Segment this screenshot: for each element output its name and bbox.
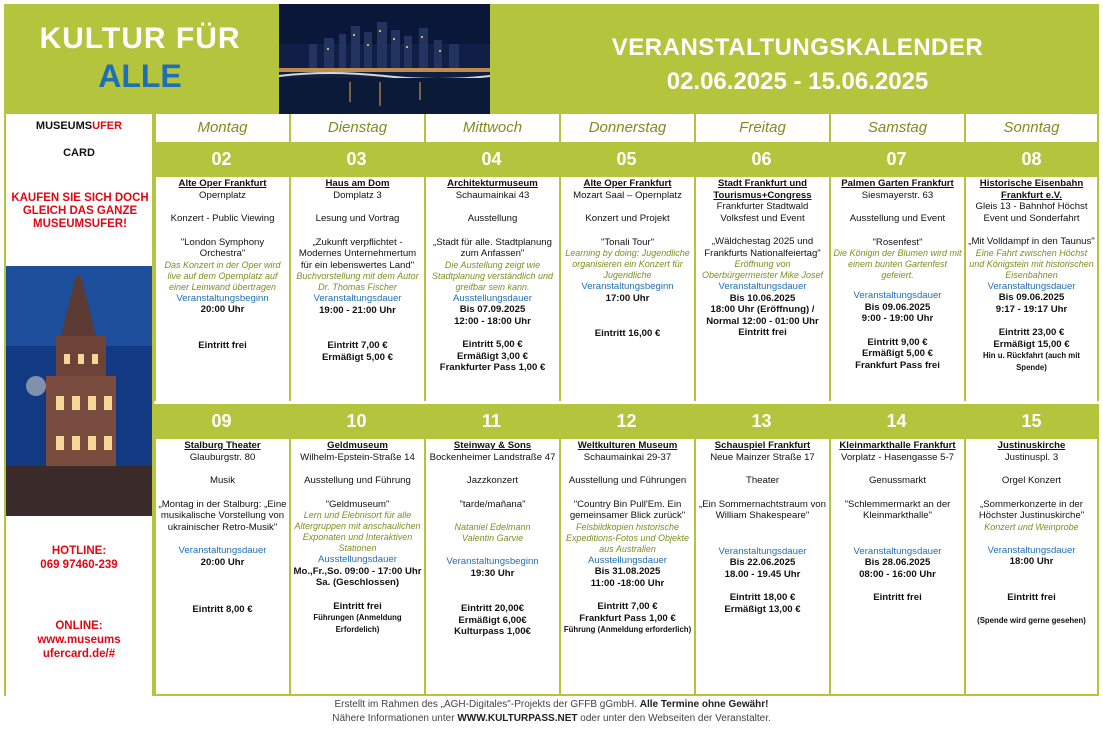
hotline-label: HOTLINE:: [51, 545, 107, 557]
event-cell: [154, 439, 289, 696]
event-price-reduced: Ermäßigt 5,00 €: [862, 348, 933, 359]
date-number: 03: [346, 149, 367, 169]
online-url-1[interactable]: www.museums: [37, 634, 121, 646]
event-time-label: Veranstaltungsdauer: [987, 544, 1076, 556]
event-time-label: Veranstaltungsdauer: [178, 545, 267, 556]
event-time-label: Veranstaltungsdauer: [853, 290, 942, 301]
event-time: Bis 22.06.2025: [729, 557, 796, 568]
card-title-line2: CARD: [63, 147, 95, 159]
event-price-reduced: Ermäßigt 3,00 €: [457, 350, 528, 362]
event-time: 19:00 - 21:00 Uhr: [319, 304, 396, 316]
event-cell: [289, 177, 424, 401]
event-venue: Palmen Garten Frankfurt: [841, 178, 954, 189]
header: [4, 4, 1099, 114]
event-price-pass: Frankfurter Pass 1,00 €: [439, 362, 546, 373]
event-address: Domplatz 3: [333, 189, 382, 201]
event-title: „Wäldchestag 2025 und Frankfurts Nationalfeiertag": [704, 236, 821, 259]
calendar-title-block: [496, 4, 1099, 114]
event-description: Eröffnung von Oberbürgermeister Mike Josef: [701, 259, 824, 280]
event-venue: Alte Oper Frankfurt: [178, 178, 267, 189]
event-venue: Kleinmarkthalle Frankfurt: [839, 440, 956, 451]
date-number: 08: [1021, 149, 1042, 169]
event-price: Eintritt 9,00 €: [867, 336, 928, 348]
event-description: Konzert und Weinprobe: [984, 521, 1079, 532]
event-time: Mo.,Fr.,So. 09:00 - 17:00 Uhr: [293, 565, 422, 577]
event-price: Eintritt 16,00 €: [594, 328, 661, 339]
event-type: Ausstellung: [467, 213, 518, 224]
event-address: Mozart Saal – Opernplatz: [573, 189, 682, 201]
date-number: 09: [211, 411, 232, 431]
event-title: "Geldmuseum": [325, 498, 390, 510]
event-time-label: Veranstaltungsdauer: [853, 545, 942, 557]
event-cell: [559, 439, 694, 696]
event-type: Jazzkonzert: [466, 475, 519, 486]
online-url-2[interactable]: ufercard.de/#: [42, 648, 116, 660]
event-type: Volksfest und Event: [720, 212, 805, 224]
event-type: Event und Sonderfahrt: [983, 212, 1080, 224]
day-friday: Freitag: [694, 114, 829, 142]
event-cell: [694, 439, 829, 696]
event-time-2: 9:00 - 19:00 Uhr: [861, 313, 934, 324]
sidebar: [4, 114, 154, 696]
date-number: 04: [481, 149, 502, 169]
event-price-reduced: Ermäßigt 5,00 €: [322, 351, 393, 363]
event-time: Bis 31.08.2025: [594, 566, 661, 577]
skyline-photo: [279, 4, 490, 114]
event-type: Ausstellung und Event: [849, 213, 946, 224]
event-time-label: Veranstaltungsdauer: [987, 280, 1076, 292]
event-venue: Architekturmuseum: [447, 178, 538, 189]
day-thursday: Donnerstag: [559, 114, 694, 142]
event-price: Eintritt 5,00 €: [462, 339, 523, 350]
event-time-label: Veranstaltungsbeginn: [446, 556, 539, 567]
event-time-2: 08:00 - 16:00 Uhr: [859, 568, 936, 580]
event-cell: [424, 177, 559, 401]
date-number: 12: [616, 411, 637, 431]
event-address: Schaumainkai 43: [455, 189, 530, 201]
event-price: Eintritt 8,00 €: [192, 604, 253, 615]
event-price: Eintritt 7,00 €: [327, 340, 388, 351]
brand-line1: KULTUR FÜR: [39, 22, 241, 55]
buy-text: KAUFEN SIE SICH DOCH GLEICH DAS GANZE MUSEUMSUFER!: [11, 192, 149, 230]
card-title-a: MUSEUMS: [35, 120, 93, 132]
event-title: „Mit Volldampf in den Taunus": [968, 236, 1095, 247]
event-price: Eintritt frei: [198, 339, 247, 351]
event-address: Neue Mainzer Straße 17: [710, 451, 815, 463]
day-monday: Montag: [154, 114, 289, 142]
date-number: 11: [481, 411, 502, 431]
calendar-grid: [154, 114, 1099, 696]
event-type: Konzert und Projekt: [585, 213, 670, 224]
event-price-note: Führungen (Anmeldung Erfordelich): [313, 613, 402, 634]
event-type: Ausstellung und Führung: [304, 475, 411, 486]
event-price-reduced: Ermäßigt 6,00€: [458, 614, 527, 626]
event-time-2: 12:00 - 18:00 Uhr: [454, 315, 531, 327]
brand-block: [4, 4, 276, 114]
event-venue: Steinway & Sons: [453, 440, 532, 451]
event-title: „Montag in der Stalburg: „Eine musikalische Vorstellung von ukrainischer Retro-Musik": [158, 498, 287, 533]
event-title: „Zukunft verpflichtet - Modernes Unternehmertum für ein lebenswertes Land": [298, 236, 417, 271]
date-number: 14: [886, 411, 907, 431]
event-venue: Geldmuseum: [327, 440, 388, 451]
brand-line2: ALLE: [98, 58, 182, 94]
hotline-number: 069 97460-239: [40, 559, 118, 571]
event-price-note: Hin u. Rückfahrt (auch mit Spende): [982, 351, 1081, 372]
event-description: Die Austellung zeigt wie Stadtplanung verständlich und greifbar sein kann.: [431, 259, 554, 292]
event-description: Das Konzert in der Oper wird live auf dem Opernplatz auf einer Leinwand übertragen: [164, 259, 281, 292]
event-price: Eintritt 18,00 €: [729, 592, 796, 603]
event-address: Frankfurter Stadtwald: [716, 201, 809, 212]
event-time-label: Veranstaltungsbeginn: [581, 281, 674, 292]
footer-disclaimer: Alle Termine ohne Gewähr!: [639, 699, 769, 710]
event-price-pass: Frankfurt Pass 1,00 €: [579, 612, 676, 624]
event-time-2: 11:00 -18:00 Uhr: [590, 577, 665, 589]
week1-number-row: [154, 142, 1099, 177]
event-title: "Rosenfest": [872, 236, 923, 248]
event-time: Bis 10.06.2025: [729, 292, 796, 304]
event-venue: Schauspiel Frankfurt: [714, 440, 811, 451]
event-type: Konzert - Public Viewing: [170, 213, 275, 224]
event-cell: [829, 177, 964, 401]
event-title: „Ein Sommernachtstraum von William Shakespeare": [699, 498, 826, 521]
event-time-label: Ausstellungsdauer: [318, 554, 397, 565]
day-sunday: Sonntag: [964, 114, 1099, 142]
date-number: 13: [751, 411, 772, 431]
event-title: "Tonali Tour": [600, 236, 655, 248]
event-address: Wilhelm-Epstein-Straße 14: [300, 451, 415, 463]
event-cell: [559, 177, 694, 401]
event-venue: Stadt Frankfurt und Tourismus+Congress: [713, 178, 812, 201]
event-venue: Weltkulturen Museum: [577, 440, 678, 451]
week2-number-row: [154, 404, 1099, 439]
event-cell: [694, 177, 829, 401]
event-address: Justinuspl. 3: [1004, 451, 1059, 463]
event-time-label: Ausstellungsdauer: [453, 292, 532, 304]
event-time: 17:00 Uhr: [605, 292, 650, 304]
event-title: "London Symphony Orchestra": [180, 236, 265, 259]
event-cell: [964, 177, 1099, 401]
event-title: "tarde/mañana": [459, 498, 526, 510]
event-price-reduced: Ermäßigt 13,00 €: [724, 603, 801, 615]
event-venue: Historische Eisenbahn Frankfurt e.V.: [979, 178, 1084, 201]
online-block: [6, 619, 152, 661]
event-cell: [964, 439, 1099, 696]
event-description: Die Königin der Blumen wird mit einem bunten Gartenfest gefeiert.: [833, 248, 962, 280]
event-time-2: 18.00 - 19.45 Uhr: [724, 568, 801, 580]
event-price-pass: Kulturpass 1,00€: [454, 626, 531, 637]
event-time-label: Ausstellungsdauer: [588, 554, 667, 566]
event-time-label: Veranstaltungsdauer: [313, 293, 402, 304]
event-time-3: Normal 12:00 - 01:00 Uhr: [706, 315, 819, 327]
event-description: Felsbildkopien historische Expeditions-Fotos und Objekte aus Australien: [565, 521, 690, 554]
event-cell: [829, 439, 964, 696]
event-type: Ausstellung und Führungen: [568, 475, 687, 486]
event-title: "Schlemmermarkt an der Kleinmarkthalle": [844, 498, 951, 521]
event-price-note: (Spende wird gerne gesehen): [977, 616, 1086, 625]
event-type: Orgel Konzert: [1001, 475, 1062, 486]
event-price: Eintritt 20,00€: [461, 603, 524, 614]
event-time-2: 18:00 Uhr (Eröffnung) /: [710, 304, 815, 315]
event-description: Learning by doing: Jugendliche organisieren ein Konzert für Jugendliche: [565, 248, 690, 280]
date-number: 02: [211, 149, 232, 169]
event-address: Opernplatz: [199, 189, 246, 201]
event-price: Eintritt frei: [333, 600, 382, 612]
event-time-2: Sa. (Geschlossen): [315, 577, 400, 588]
date-range: 02.06.2025 - 15.06.2025: [666, 68, 929, 95]
event-time: Bis 09.06.2025: [998, 292, 1065, 303]
calendar-title: VERANSTALTUNGSKALENDER: [611, 34, 984, 61]
event-price: Eintritt frei: [738, 327, 787, 338]
event-price-pass: Frankfurt Pass frei: [855, 359, 940, 371]
event-title: „Stadt für alle. Stadtplanung zum Anfassen": [433, 236, 552, 259]
event-time: 20:00 Uhr: [200, 556, 245, 568]
hotline-block: [6, 544, 152, 572]
event-time: 19:30 Uhr: [470, 567, 515, 579]
event-time-label: Veranstaltungsdauer: [718, 281, 807, 292]
event-time: Bis 28.06.2025: [864, 557, 931, 568]
event-cell: [289, 439, 424, 696]
day-wednesday: Mittwoch: [424, 114, 559, 142]
event-cell: [154, 177, 289, 401]
event-time-label: Veranstaltungsdauer: [718, 545, 807, 557]
event-description: Nataniel Edelmann Valentin Garvie: [454, 522, 531, 543]
event-venue: Haus am Dom: [325, 178, 390, 189]
event-type: Lesung und Vortrag: [315, 213, 400, 224]
event-price: Eintritt 23,00 €: [998, 327, 1065, 338]
event-address: Siesmayerstr. 63: [861, 189, 934, 201]
event-price-reduced: Ermäßigt 15,00 €: [993, 338, 1070, 350]
event-type: Musik: [209, 475, 236, 486]
event-venue: Justinuskirche: [997, 440, 1066, 451]
event-description: Eine Fahrt zwischen Höchst und Königstein mit historischen Eisenbahnen: [969, 247, 1094, 280]
event-time-2: 9:17 - 19:17 Uhr: [995, 303, 1068, 315]
footer-line2-end: oder unter den Webseiten der Veranstalter.: [577, 713, 771, 724]
event-venue: Alte Oper Frankfurt: [583, 178, 672, 189]
event-address: Glauburgstr. 80: [189, 451, 256, 463]
footer: [0, 698, 1103, 726]
event-time: 18:00 Uhr: [1009, 556, 1054, 567]
date-number: 05: [616, 149, 637, 169]
footer-line1-text: Erstellt im Rahmen des „AGH-Digitales"-Projekts der GFFB gGmbH.: [334, 699, 640, 710]
event-address: Gleis 13 - Bahnhof Höchst: [975, 201, 1088, 212]
event-price: Eintritt frei: [873, 592, 922, 603]
event-description: Lern und Elebnisort für alle Altergruppen mit anschaulichen Exponaten und Interaktiven Stationen: [294, 510, 421, 553]
event-description: Buchvorstellung mit dem Autor Dr. Thomas Fischer: [296, 271, 419, 292]
footer-line2: [0, 712, 1103, 726]
footer-link[interactable]: WWW.KULTURPASS.NET: [457, 713, 578, 724]
event-price: Eintritt frei: [1007, 591, 1056, 603]
event-address: Schaumainkai 29-37: [583, 451, 672, 463]
date-number: 10: [346, 411, 367, 431]
event-time-label: Veranstaltungsbeginn: [176, 292, 269, 304]
event-cell: [424, 439, 559, 696]
event-title: "Country Bin Pull'Em. Ein gemeinsamer Blick zurück": [569, 498, 686, 521]
grid-bottom-border: [154, 694, 1099, 696]
event-title: „Sommerkonzerte in der Höchster Justinuskirche": [978, 498, 1085, 521]
card-title-b: UFER: [92, 120, 123, 132]
event-time: Bis 07.09.2025: [459, 304, 526, 315]
date-number: 06: [751, 149, 772, 169]
footer-line1: [0, 698, 1103, 712]
event-time: Bis 09.06.2025: [864, 301, 931, 313]
event-address: Vorplatz - Hasengasse 5-7: [840, 451, 955, 463]
date-number: 07: [886, 149, 907, 169]
event-price-note: Führung (Anmeldung erforderlich): [563, 625, 692, 634]
online-label: ONLINE:: [55, 620, 103, 632]
museumsufer-card-title: [6, 120, 152, 132]
event-time: 20:00 Uhr: [200, 304, 245, 315]
footer-line2-text: Nähere Informationen unter: [332, 713, 458, 724]
event-venue: Stalburg Theater: [184, 440, 261, 451]
date-number: 15: [1021, 411, 1042, 431]
city-hall-photo: [6, 266, 152, 516]
event-type: Theater: [745, 475, 780, 486]
day-tuesday: Dienstag: [289, 114, 424, 142]
day-saturday: Samstag: [829, 114, 964, 142]
event-address: Bockenheimer Landstraße 47: [429, 451, 556, 463]
event-type: Genussmarkt: [868, 475, 927, 486]
event-price: Eintritt 7,00 €: [597, 601, 658, 612]
